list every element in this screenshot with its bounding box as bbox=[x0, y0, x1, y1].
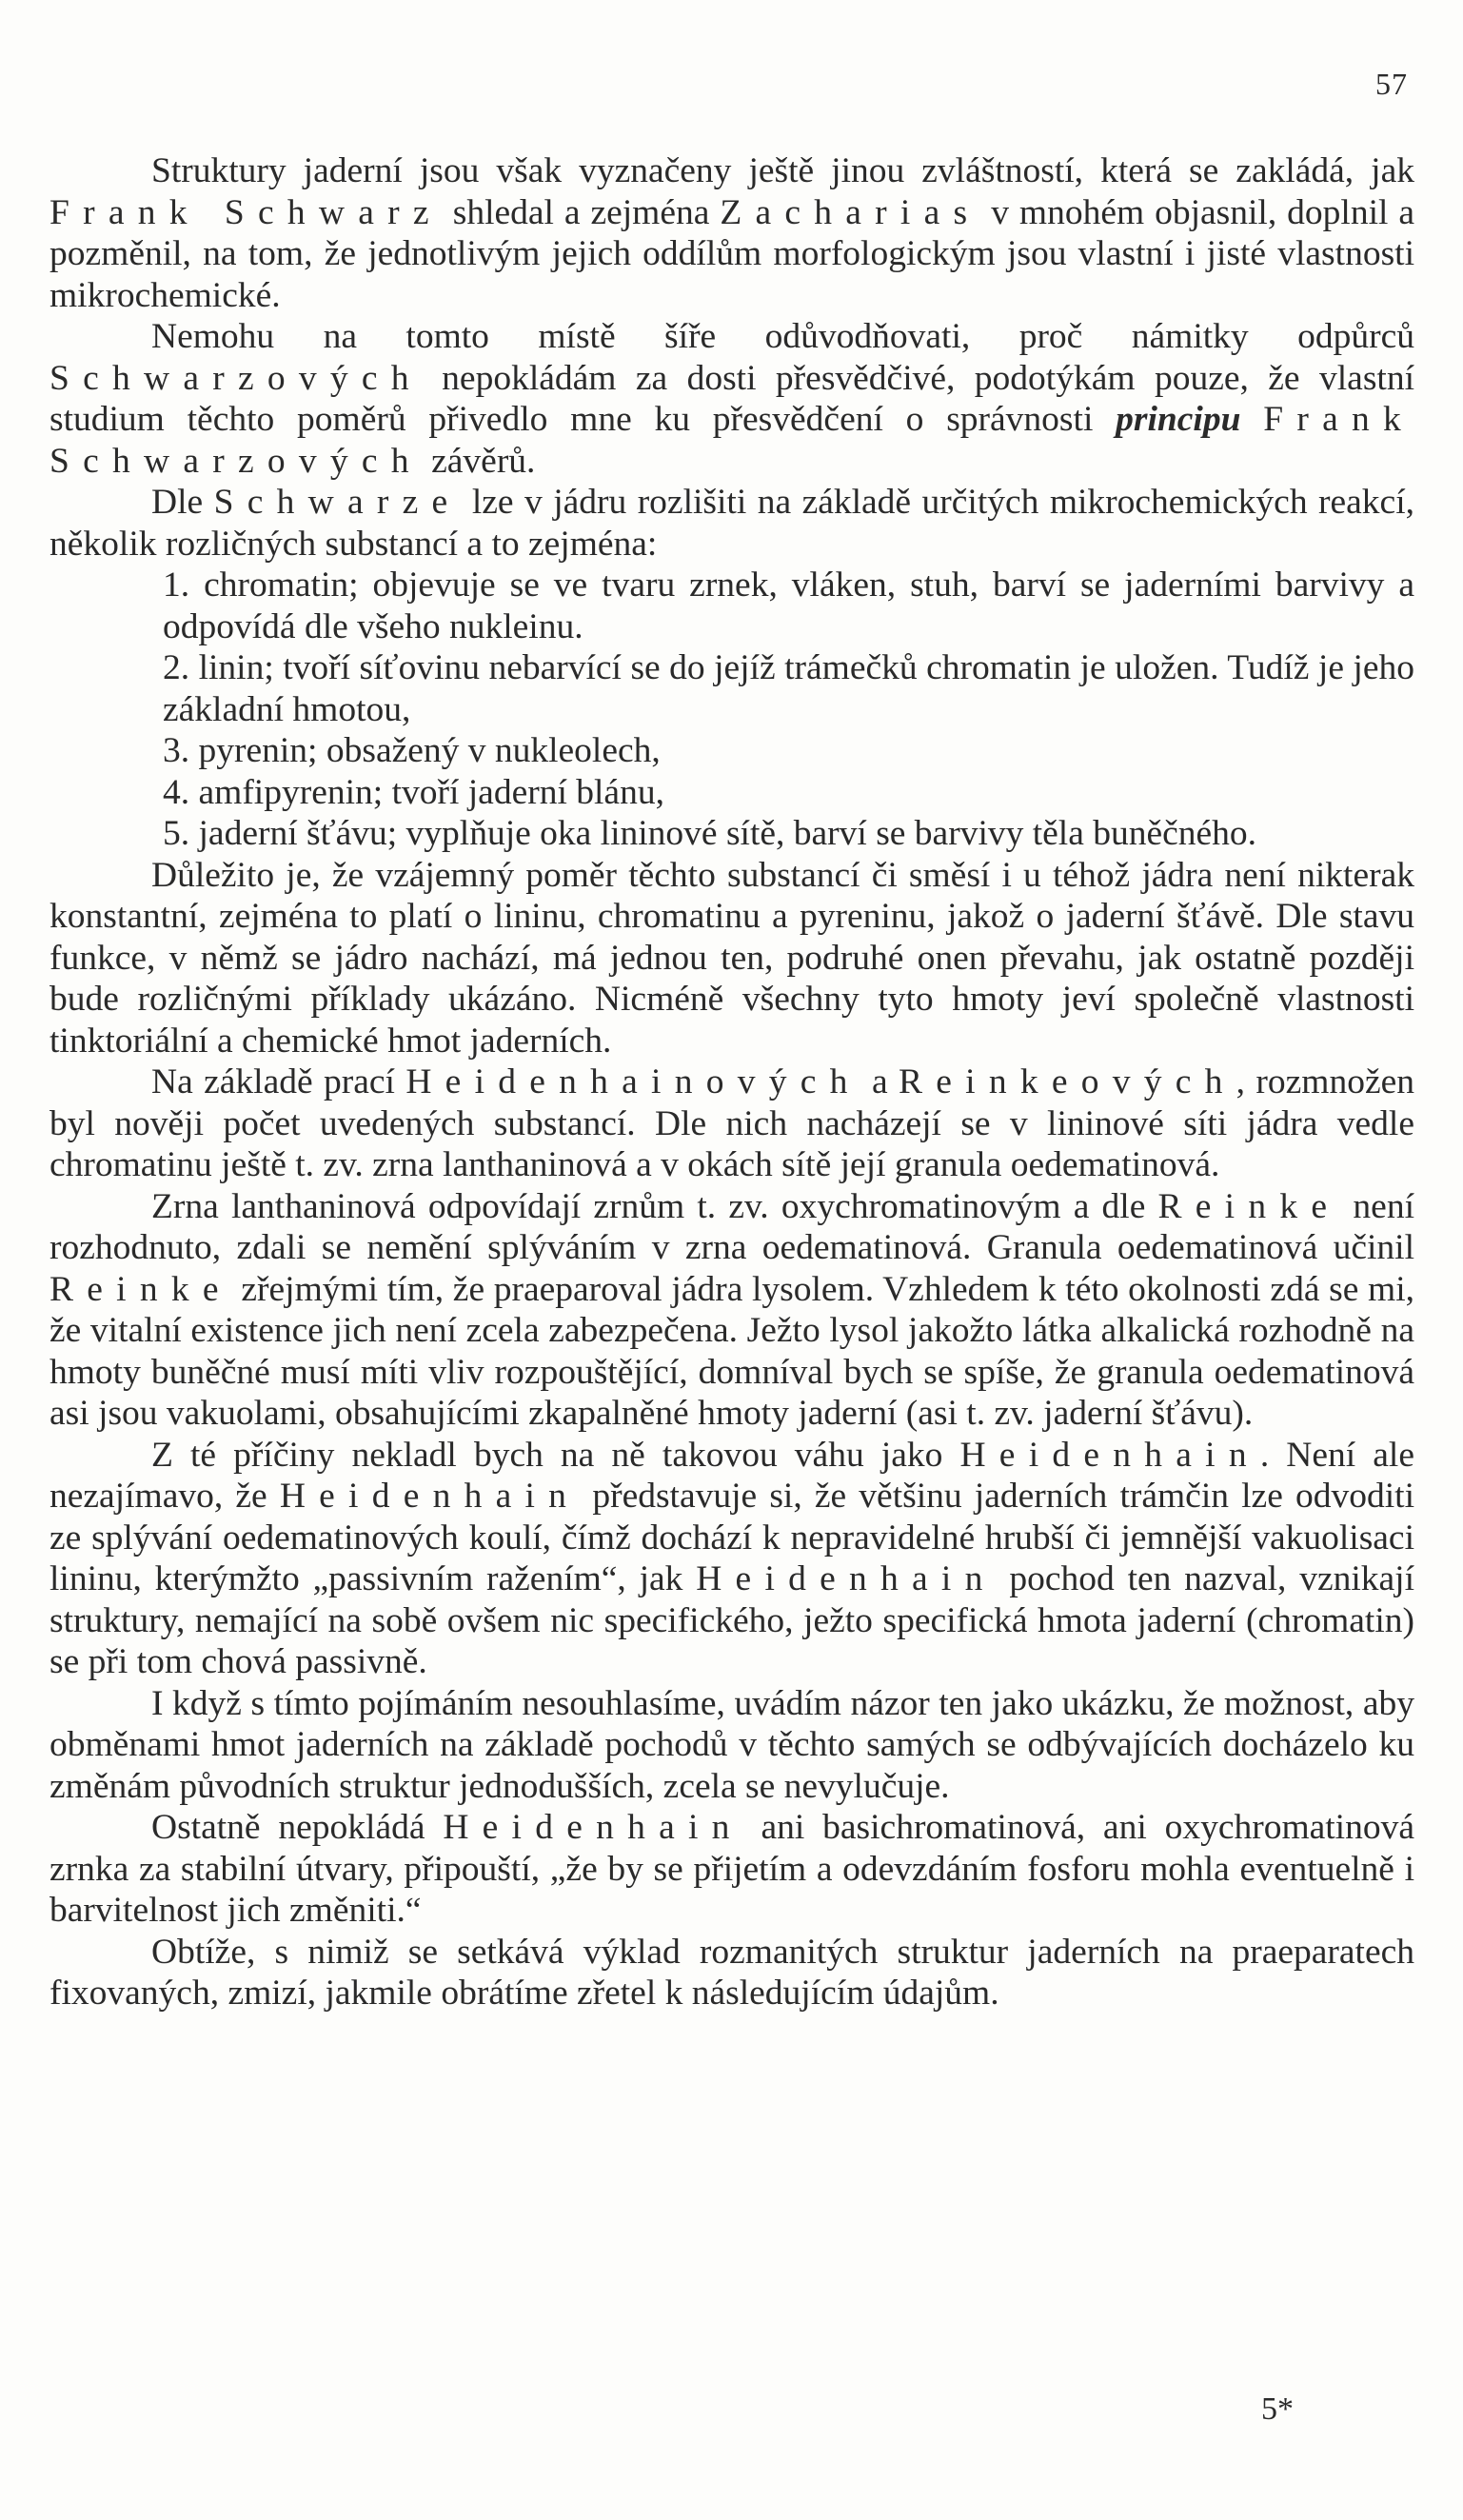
paragraph bbox=[49, 1435, 1414, 1683]
paragraph bbox=[49, 1062, 1414, 1186]
spaced-name: Schwarzových bbox=[49, 358, 423, 398]
spaced-name: Frank Schwarzových bbox=[49, 400, 1415, 481]
text-run: závěrů. bbox=[422, 441, 536, 481]
text-run: 2. linin; tvoří síťovinu nebarvící se do jejíž trámečků chromatin je uložen. Tudíž je jeho základní hmotou, bbox=[163, 648, 1414, 729]
text-run: 1. chromatin; objevuje se ve tvaru zrnek, vláken, stuh, barví se jaderními barvivy a odpovídá dle všeho nukleinu. bbox=[163, 566, 1414, 646]
paragraph bbox=[49, 316, 1414, 482]
text-run: představuje si, že většinu jaderních trámčin lze odvoditi ze splývání oedematinových koulí, čímž dochází k nepravidelné hrubší či jemnější vakuolisaci lininu, kterýmžto „passivním ražením“, jak bbox=[49, 1477, 1415, 1598]
text-run: Důležito je, že vzájemný poměr těchto substancí či směsí i u téhož jádra není nikterak konstantní, zejména to platí o lininu, chromatinu a pyreninu, jakož o jaderní šťávě. Dle stavu funkce, v němž se jádro nachází, má jednou ten, podruhé onen převahu, jak ostatně později bude rozličnými příklady ukázáno. Nicméně všechny tyto hmoty jeví společně vlastnosti tinktoriální a chemické hmot jaderních. bbox=[49, 855, 1414, 1061]
text-run: Obtíže, s nimiž se setkává výklad rozmanitých struktur jaderních na praeparatech fixovaných, zmizí, jakmile obrátíme zřetel k následujícím údajům. bbox=[49, 1932, 1414, 2013]
spaced-name: Heidenhainových bbox=[405, 1062, 861, 1101]
text-run: Dle bbox=[151, 483, 214, 522]
list-item bbox=[49, 565, 1414, 647]
text-run: v mnohém objasnil, doplnil a pozměnil, na tom, že jednotlivým jejich oddílům morfologickým jsou vlastní i jisté vlastnosti mikrochemické. bbox=[49, 192, 1414, 315]
spaced-name: Reinke bbox=[1157, 1186, 1341, 1226]
spaced-name: Heidenhain bbox=[279, 1477, 581, 1516]
page-number: 57 bbox=[1375, 67, 1408, 101]
text-run: I když s tímto pojímáním nesouhlasíme, uvádím názor ten jako ukázku, že možnost, aby obměnami hmot jaderních na základě pochodů v těchto samých se odbývajících docházelo ku změnám původních struktur jednodušších, zcela se nevylučuje. bbox=[49, 1683, 1414, 1806]
text-run: Na základě prací bbox=[151, 1062, 406, 1101]
paragraph bbox=[49, 150, 1414, 316]
text-run: lze v jádru rozlišiti na základě určitých mikrochemických reakcí, několik rozličných substancí a to zejména: bbox=[49, 483, 1414, 564]
text-run: Ostatně nepokládá bbox=[151, 1808, 444, 1847]
text-run: zřejmými tím, že praeparoval jádra lysolem. Vzhledem k této okolnosti zdá se mi, že vitalní existence jich není zcela zabezpečena. Ježto lysol jakožto látka alkalická rozhodně na hmoty buněčné musí míti vliv rozpouštějící, domníval bych se spíše, že granula oedematinová asi jsou vakuolami, obsahujícími zkapalněné hmoty jaderní (asi t. zv. jaderní šťávu). bbox=[49, 1269, 1414, 1433]
spaced-name: Frank Schwarz bbox=[49, 192, 443, 232]
text-run: Struktury jaderní jsou však vyznačeny ještě jinou zvláštností, která se zakládá, jak bbox=[151, 151, 1414, 190]
text-run: a bbox=[860, 1062, 900, 1101]
text-run: Nemohu na tomto místě šíře odůvodňovati, proč námitky odpůrců bbox=[151, 317, 1414, 356]
spaced-name: Zacharias bbox=[720, 192, 981, 232]
spaced-name: Heidenhain bbox=[959, 1435, 1260, 1475]
spaced-name: Heidenhain bbox=[443, 1808, 743, 1847]
text-run: pochod ten nazval, vznikají struktury, nemající na sobě ovšem nic specifického, ježto specifická hmota jaderní (chromatin) se při tom chová passivně. bbox=[49, 1559, 1414, 1681]
text-run: Zrna lanthaninová odpovídají zrnům t. zv. oxychromatinovým a dle bbox=[151, 1186, 1158, 1226]
list-item bbox=[49, 772, 1414, 814]
text-run: ani basichromatinová, ani oxychromatinová zrnka za stabilní útvary, připouští, „že by se přijetím a odevzdáním fosforu mohla eventuelně i barvitelnost jich změniti.“ bbox=[49, 1808, 1414, 1930]
text-run: nepokládám za dosti přesvědčivé, podotýkám pouze, že vlastní studium těchto poměrů přivedlo mne ku přesvědčení o správnosti bbox=[49, 358, 1414, 439]
text-run: není rozhodnuto, zdali se nemění splýváním v zrna oedematinová. Granula oedematinová učinil bbox=[49, 1186, 1414, 1267]
paragraph bbox=[49, 482, 1414, 565]
paragraph bbox=[49, 1807, 1414, 1932]
text-run: Z té příčiny nekladl bych na ně takovou váhu jako bbox=[151, 1435, 960, 1475]
text-run: 4. amfipyrenin; tvoří jaderní blánu, bbox=[163, 772, 664, 812]
spaced-name: Reinkeových bbox=[899, 1062, 1236, 1101]
text-run: shledal a zejména bbox=[442, 192, 721, 232]
spaced-name: Reinke bbox=[49, 1269, 232, 1309]
signature-mark: 5* bbox=[1261, 2391, 1294, 2427]
paragraph bbox=[49, 1186, 1414, 1435]
paragraph bbox=[49, 855, 1414, 1062]
body-text bbox=[49, 150, 1414, 2014]
list-item bbox=[49, 647, 1414, 730]
paragraph bbox=[49, 1932, 1414, 2014]
spaced-name: Heidenhain bbox=[696, 1559, 997, 1598]
list-item bbox=[49, 813, 1414, 855]
list-item bbox=[49, 730, 1414, 772]
text-run: , rozmnožen byl nověji počet uvedených substancí. Dle nich nacházejí se v lininové síti jádra vedle chromatinu ještě t. zv. zrna lanthaninová a v okách sítě její granula oedematinová. bbox=[49, 1062, 1414, 1184]
emphasis: principu bbox=[1116, 400, 1241, 439]
text-run bbox=[1240, 400, 1263, 439]
spaced-name: Schwarze bbox=[213, 483, 462, 522]
text-run: 5. jaderní šťávu; vyplňuje oka lininové sítě, barví se barvivy těla buněčného. bbox=[163, 814, 1257, 853]
text-run: . Není ale nezajímavo, že bbox=[49, 1435, 1414, 1516]
text-run: 3. pyrenin; obsažený v nukleolech, bbox=[163, 731, 661, 770]
paragraph bbox=[49, 1683, 1414, 1808]
